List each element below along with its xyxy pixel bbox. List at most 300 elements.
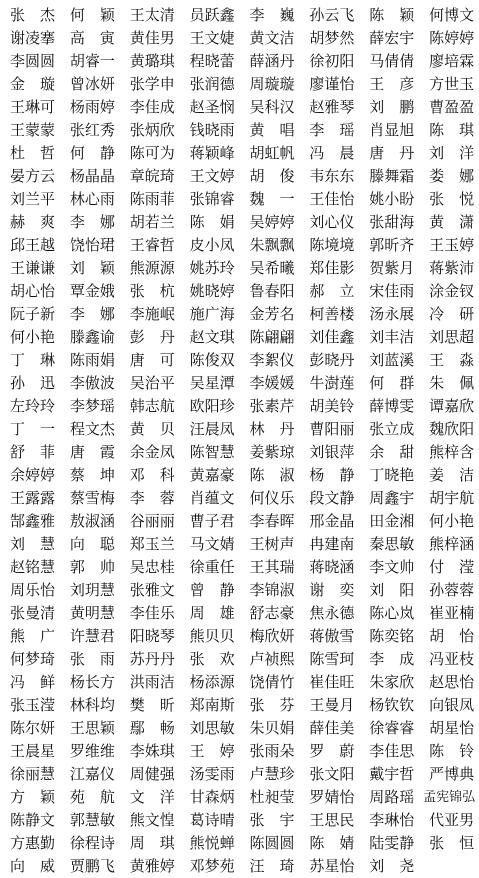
name-row [0, 257, 479, 280]
name-cell: 孙云飞 [309, 6, 355, 24]
name-cell: 金芳名 [249, 305, 295, 323]
name-cell: 涂金钗 [429, 282, 475, 300]
name-cell: 方 颖 [10, 788, 56, 806]
name-cell: 饶怡珺 [69, 236, 115, 254]
name-cell: 张 杭 [129, 282, 175, 300]
name-cell: 王思颖 [69, 719, 115, 737]
name-cell: 孙蓉蓉 [429, 581, 475, 599]
name-cell: 刘 阳 [369, 581, 415, 599]
name-cell: 李圆圆 [10, 52, 56, 70]
name-cell: 崔佳旺 [309, 673, 355, 691]
name-cell: 高 寅 [69, 29, 115, 47]
name-cell: 冉建南 [309, 535, 355, 553]
name-cell: 李 娜 [69, 213, 115, 231]
name-cell: 张 宇 [249, 811, 295, 829]
name-cell: 蒋紫沛 [429, 259, 475, 277]
name-cell: 崔亚楠 [429, 604, 475, 622]
name-row [0, 855, 479, 878]
name-cell: 王树声 [249, 535, 295, 553]
name-cell: 韦东东 [309, 167, 355, 185]
name-cell: 李文帅 [369, 558, 415, 576]
name-cell: 郜鑫雅 [10, 512, 56, 530]
name-cell: 娄 娜 [429, 167, 475, 185]
name-cell: 李 蓉 [129, 489, 175, 507]
name-cell: 李 瑶 [309, 121, 355, 139]
name-cell: 刘 尧 [369, 857, 415, 875]
name-cell: 张学申 [129, 75, 175, 93]
name-cell: 杨添源 [189, 673, 235, 691]
name-cell: 方惠勤 [10, 834, 56, 852]
name-cell: 陈 娟 [189, 213, 235, 231]
name-cell: 王 淼 [429, 351, 475, 369]
name-cell: 曾 静 [189, 581, 235, 599]
name-row [0, 303, 479, 326]
name-cell: 陈翩翩 [249, 328, 295, 346]
name-cell: 肖显旭 [369, 121, 415, 139]
name-cell: 林 丹 [249, 420, 295, 438]
name-cell: 皮小凤 [189, 236, 235, 254]
name-cell: 姜紫琼 [249, 443, 295, 461]
name-cell: 刘丰洁 [369, 328, 415, 346]
name-cell: 汪晨凤 [189, 420, 235, 438]
name-cell: 陈智慧 [189, 443, 235, 461]
name-cell: 肖蕴文 [189, 489, 235, 507]
name-cell: 段文静 [309, 489, 355, 507]
name-row [0, 73, 479, 96]
name-cell: 张 杰 [10, 6, 56, 24]
name-cell: 洪雨洁 [129, 673, 175, 691]
name-cell: 黄明慧 [69, 604, 115, 622]
name-row [0, 717, 479, 740]
name-cell: 彭晓丹 [309, 351, 355, 369]
name-cell: 代亚男 [429, 811, 475, 829]
name-cell: 吴科汉 [249, 98, 295, 116]
name-cell: 李春晖 [249, 512, 295, 530]
name-row [0, 786, 479, 809]
name-cell: 李佳成 [129, 98, 175, 116]
name-cell: 向银凤 [429, 696, 475, 714]
name-cell: 阳晓琴 [129, 627, 175, 645]
name-cell: 张润德 [189, 75, 235, 93]
name-cell: 柯善楼 [309, 305, 355, 323]
name-cell: 刘玥慧 [69, 581, 115, 599]
name-cell: 熊悦蝉 [189, 834, 235, 852]
name-row [0, 280, 479, 303]
name-cell: 郑南斯 [189, 696, 235, 714]
name-cell: 王睿哲 [129, 236, 175, 254]
name-cell: 冯 晨 [309, 144, 355, 162]
name-cell: 欧阳珍 [189, 397, 235, 415]
name-cell: 陆雯静 [369, 834, 415, 852]
name-cell: 黄嘉豪 [189, 466, 235, 484]
name-cell: 苏星怡 [309, 857, 355, 875]
name-cell: 宋佳雨 [369, 282, 415, 300]
name-cell: 刘 颖 [69, 259, 115, 277]
name-cell: 徐程诗 [69, 834, 115, 852]
name-cell: 李姝琪 [129, 742, 175, 760]
name-cell: 曹阳丽 [309, 420, 355, 438]
name-cell: 郭慧敏 [69, 811, 115, 829]
name-cell: 冯 鲜 [10, 673, 56, 691]
name-cell: 杨钦钦 [369, 696, 415, 714]
name-cell: 陈雨菲 [129, 190, 175, 208]
name-cell: 李傲波 [69, 374, 115, 392]
name-cell: 邓梦苑 [189, 857, 235, 875]
name-cell: 韩志航 [129, 397, 175, 415]
name-cell: 陈 琪 [429, 121, 475, 139]
name-cell: 胡 怡 [429, 627, 475, 645]
name-cell: 罗婧怡 [309, 788, 355, 806]
name-cell: 章皖琦 [129, 167, 175, 185]
name-cell: 冷 研 [429, 305, 475, 323]
name-cell: 丁晓艳 [369, 466, 415, 484]
name-cell: 陈奕铭 [369, 627, 415, 645]
name-cell: 孙 迅 [10, 374, 56, 392]
name-cell: 黄 唱 [249, 121, 295, 139]
name-cell: 李絮仪 [249, 351, 295, 369]
name-cell: 徐睿睿 [369, 719, 415, 737]
name-cell: 刘 洋 [429, 144, 475, 162]
name-cell: 王谦谦 [10, 259, 56, 277]
name-cell: 何小艳 [429, 512, 475, 530]
name-cell: 邱王越 [10, 236, 56, 254]
name-cell: 刘 慧 [10, 535, 56, 553]
name-cell: 付 滢 [429, 558, 475, 576]
name-cell: 贾鹏飞 [69, 857, 115, 875]
name-cell: 程晓蕾 [189, 52, 235, 70]
name-cell: 鲁春阳 [249, 282, 295, 300]
name-cell: 刘银萍 [309, 443, 355, 461]
name-cell: 杨晶晶 [69, 167, 115, 185]
name-cell: 姚小盼 [369, 190, 415, 208]
name-cell: 汤永展 [369, 305, 415, 323]
name-cell: 邓 科 [129, 466, 175, 484]
name-cell: 蒋傲雪 [309, 627, 355, 645]
name-cell: 曾冰妍 [69, 75, 115, 93]
name-cell: 唐 霞 [69, 443, 115, 461]
name-cell: 薛博雯 [369, 397, 415, 415]
name-cell: 吴忠桂 [129, 558, 175, 576]
name-cell: 魏欣阳 [429, 420, 475, 438]
name-cell: 陈心岚 [369, 604, 415, 622]
name-cell: 杜 哲 [10, 144, 56, 162]
name-cell: 胡梦然 [309, 29, 355, 47]
name-cell: 向 威 [10, 857, 56, 875]
name-cell: 冯亚枝 [429, 650, 475, 668]
name-row [0, 50, 479, 73]
name-cell: 徐丽慧 [10, 765, 56, 783]
name-row [0, 809, 479, 832]
name-cell: 敖淑涵 [69, 512, 115, 530]
name-cell: 员跃鑫 [189, 6, 235, 24]
name-cell: 黄文洁 [249, 29, 295, 47]
name-cell: 黄璐琪 [129, 52, 175, 70]
name-cell: 张炳欣 [129, 121, 175, 139]
name-cell: 樊 昕 [129, 696, 175, 714]
name-cell: 汪 琦 [249, 857, 295, 875]
name-cell: 赵文琪 [189, 328, 235, 346]
name-cell: 余婷婷 [10, 466, 56, 484]
name-cell: 陈 铃 [429, 742, 475, 760]
name-cell: 张 悦 [429, 190, 475, 208]
name-cell: 周鑫宇 [369, 489, 415, 507]
name-cell: 葛诗晴 [189, 811, 235, 829]
name-cell: 胡星怡 [429, 719, 475, 737]
name-cell: 程文杰 [69, 420, 115, 438]
name-cell: 陈俊双 [189, 351, 235, 369]
name-cell: 马文婧 [189, 535, 235, 553]
name-cell: 王晨星 [10, 742, 56, 760]
name-cell: 张甜海 [369, 213, 415, 231]
name-cell: 彭 丹 [129, 328, 175, 346]
name-cell: 谢 奕 [309, 581, 355, 599]
name-row [0, 96, 479, 119]
name-cell: 王露露 [10, 489, 56, 507]
name-cell: 张 芬 [249, 696, 295, 714]
name-cell: 陈雨娟 [69, 351, 115, 369]
name-cell: 孟宪锦弘 [423, 790, 476, 805]
name-cell: 何小艳 [10, 328, 56, 346]
name-cell: 熊梓含 [429, 443, 475, 461]
name-cell: 覃金娥 [69, 282, 115, 300]
name-row [0, 579, 479, 602]
name-cell: 王琳可 [10, 98, 56, 116]
name-cell: 胡 俊 [249, 167, 295, 185]
name-cell: 黄 贝 [129, 420, 175, 438]
name-cell: 张玉滢 [10, 696, 56, 714]
name-cell: 谭嘉欣 [429, 397, 475, 415]
name-cell: 刘蓝溪 [369, 351, 415, 369]
name-cell: 何仪乐 [249, 489, 295, 507]
name-cell: 胡美铃 [309, 397, 355, 415]
name-cell: 吴婷婷 [249, 213, 295, 231]
name-row [0, 671, 479, 694]
name-cell: 姜 洁 [429, 466, 475, 484]
name-cell: 张锦睿 [189, 190, 235, 208]
name-cell: 张 恒 [429, 834, 475, 852]
name-cell: 魏 一 [249, 190, 295, 208]
name-cell: 马倩倩 [369, 52, 415, 70]
name-cell: 张 雨 [69, 650, 115, 668]
name-cell: 周路瑶 [369, 788, 415, 806]
name-cell: 何博文 [429, 6, 475, 24]
name-cell: 汤雯雨 [189, 765, 235, 783]
name-cell: 王曼月 [309, 696, 355, 714]
name-cell: 田金湘 [369, 512, 415, 530]
name-cell: 王太清 [129, 6, 175, 24]
name-cell: 陈静文 [10, 811, 56, 829]
name-cell: 蒋颖峰 [189, 144, 235, 162]
name-cell: 卢慧珍 [249, 765, 295, 783]
name-cell: 王玉婷 [429, 236, 475, 254]
name-cell: 王文婷 [189, 167, 235, 185]
name-cell: 刘佳鑫 [309, 328, 355, 346]
name-cell: 胡心怡 [10, 282, 56, 300]
name-cell: 徐重任 [189, 558, 235, 576]
name-cell: 李佳乐 [129, 604, 175, 622]
name-cell: 林心雨 [69, 190, 115, 208]
name-cell: 赵圣悯 [189, 98, 235, 116]
name-cell: 王文婕 [189, 29, 235, 47]
name-cell: 吴治平 [129, 374, 175, 392]
name-cell: 卢祯熙 [249, 650, 295, 668]
name-cell: 张红秀 [69, 121, 115, 139]
name-cell: 黄 潇 [429, 213, 475, 231]
name-cell: 李佳思 [369, 742, 415, 760]
name-row [0, 533, 479, 556]
name-cell: 苏丹丹 [129, 650, 175, 668]
name-cell: 陈雪珂 [309, 650, 355, 668]
name-cell: 陈尔妍 [10, 719, 56, 737]
name-cell: 李 巍 [249, 6, 295, 24]
name-cell: 周 雄 [189, 604, 235, 622]
name-cell: 熊文惶 [129, 811, 175, 829]
name-cell: 郭 帅 [69, 558, 115, 576]
name-cell: 何梦琦 [10, 650, 56, 668]
name-cell: 左玲玲 [10, 397, 56, 415]
name-row [0, 326, 479, 349]
name-cell: 郝 立 [309, 282, 355, 300]
name-cell: 滕鑫谕 [69, 328, 115, 346]
name-row [0, 441, 479, 464]
name-cell: 朱飘飘 [249, 236, 295, 254]
name-cell: 张文阳 [309, 765, 355, 783]
name-cell: 张曼清 [10, 604, 56, 622]
name-cell: 吴星潭 [189, 374, 235, 392]
name-cell: 周璇璇 [249, 75, 295, 93]
name-cell: 严博典 [429, 765, 475, 783]
name-cell: 饶倩竹 [249, 673, 295, 691]
name-cell: 牛澍莲 [309, 374, 355, 392]
name-cell: 廖谨怡 [309, 75, 355, 93]
name-cell: 余 甜 [369, 443, 415, 461]
name-cell: 戴宇哲 [369, 765, 415, 783]
name-cell: 李媛媛 [249, 374, 295, 392]
name-cell: 向 聪 [69, 535, 115, 553]
name-cell: 方世玉 [429, 75, 475, 93]
name-cell: 施广海 [189, 305, 235, 323]
name-cell: 廖培霖 [429, 52, 475, 70]
name-cell: 周乐怡 [10, 581, 56, 599]
name-cell: 薛宏宇 [369, 29, 415, 47]
name-cell: 熊贝贝 [189, 627, 235, 645]
name-cell: 李梦瑶 [69, 397, 115, 415]
name-cell: 谢凌搴 [10, 29, 56, 47]
name-cell: 王蒙蒙 [10, 121, 56, 139]
name-row [0, 165, 479, 188]
name-cell: 吴希曦 [249, 259, 295, 277]
name-cell: 陈婷婷 [429, 29, 475, 47]
name-cell: 薛佳美 [309, 719, 355, 737]
name-cell: 杨雨婷 [69, 98, 115, 116]
name-cell: 赵铭慧 [10, 558, 56, 576]
name-cell: 郭昕齐 [369, 236, 415, 254]
name-cell: 钱晓雨 [189, 121, 235, 139]
name-cell: 陈圆圆 [249, 834, 295, 852]
name-row [0, 510, 479, 533]
name-cell: 李施岷 [129, 305, 175, 323]
name-cell: 黄雅婷 [129, 857, 175, 875]
name-cell: 朱家欣 [369, 673, 415, 691]
name-cell: 周健强 [129, 765, 175, 783]
name-cell: 熊 广 [10, 627, 56, 645]
name-cell: 焦永德 [309, 604, 355, 622]
name-cell: 王思民 [309, 811, 355, 829]
name-cell: 陈 淑 [249, 466, 295, 484]
name-row [0, 395, 479, 418]
name-row [0, 142, 479, 165]
name-cell: 杨长方 [69, 673, 115, 691]
name-cell: 邢金晶 [309, 512, 355, 530]
name-cell: 熊源源 [129, 259, 175, 277]
name-cell: 陈 颖 [369, 6, 415, 24]
name-cell: 刘思超 [429, 328, 475, 346]
name-row [0, 740, 479, 763]
name-cell: 蔡 坤 [69, 466, 115, 484]
name-cell: 王佳怡 [309, 190, 355, 208]
name-cell: 舒志豪 [249, 604, 295, 622]
name-cell: 朱 佩 [429, 374, 475, 392]
name-cell: 蒋晓涵 [309, 558, 355, 576]
name-row [0, 625, 479, 648]
name-cell: 刘思敏 [189, 719, 235, 737]
name-row [0, 694, 479, 717]
name-row [0, 188, 479, 211]
name-cell: 唐 丹 [369, 144, 415, 162]
name-cell: 王 彦 [369, 75, 415, 93]
name-cell: 罗 蔚 [309, 742, 355, 760]
name-row [0, 556, 479, 579]
name-cell: 丁 琳 [10, 351, 56, 369]
name-cell: 许慧君 [69, 627, 115, 645]
name-row [0, 602, 479, 625]
name-cell: 阮子新 [10, 305, 56, 323]
name-cell: 文 洋 [129, 788, 175, 806]
name-cell: 余金凤 [129, 443, 175, 461]
name-cell: 徐初阳 [309, 52, 355, 70]
name-cell: 李琳怡 [369, 811, 415, 829]
name-cell: 舒 菲 [10, 443, 56, 461]
name-cell: 张立成 [369, 420, 415, 438]
name-row [0, 234, 479, 257]
name-cell: 陈可为 [129, 144, 175, 162]
name-cell: 李锦淑 [249, 581, 295, 599]
name-row [0, 464, 479, 487]
name-cell: 何 群 [369, 374, 415, 392]
name-cell: 胡睿一 [69, 52, 115, 70]
name-row [0, 211, 479, 234]
name-cell: 赵雅琴 [309, 98, 355, 116]
name-cell: 郑玉兰 [129, 535, 175, 553]
name-cell: 滕舞霜 [369, 167, 415, 185]
name-cell: 晏方云 [10, 167, 56, 185]
name-row [0, 119, 479, 142]
name-cell: 曹子君 [189, 512, 235, 530]
name-cell: 周 琪 [129, 834, 175, 852]
name-cell: 秦思敏 [369, 535, 415, 553]
name-cell: 黄佳男 [129, 29, 175, 47]
name-cell: 胡虹帆 [249, 144, 295, 162]
name-cell: 蔡雪梅 [69, 489, 115, 507]
name-row [0, 763, 479, 786]
name-cell: 陈 婧 [309, 834, 355, 852]
name-cell: 熊梓涵 [429, 535, 475, 553]
name-row [0, 418, 479, 441]
name-cell: 姚晓婷 [189, 282, 235, 300]
name-cell: 何 静 [69, 144, 115, 162]
name-cell: 杨 静 [309, 466, 355, 484]
name-cell: 江嘉仪 [69, 765, 115, 783]
